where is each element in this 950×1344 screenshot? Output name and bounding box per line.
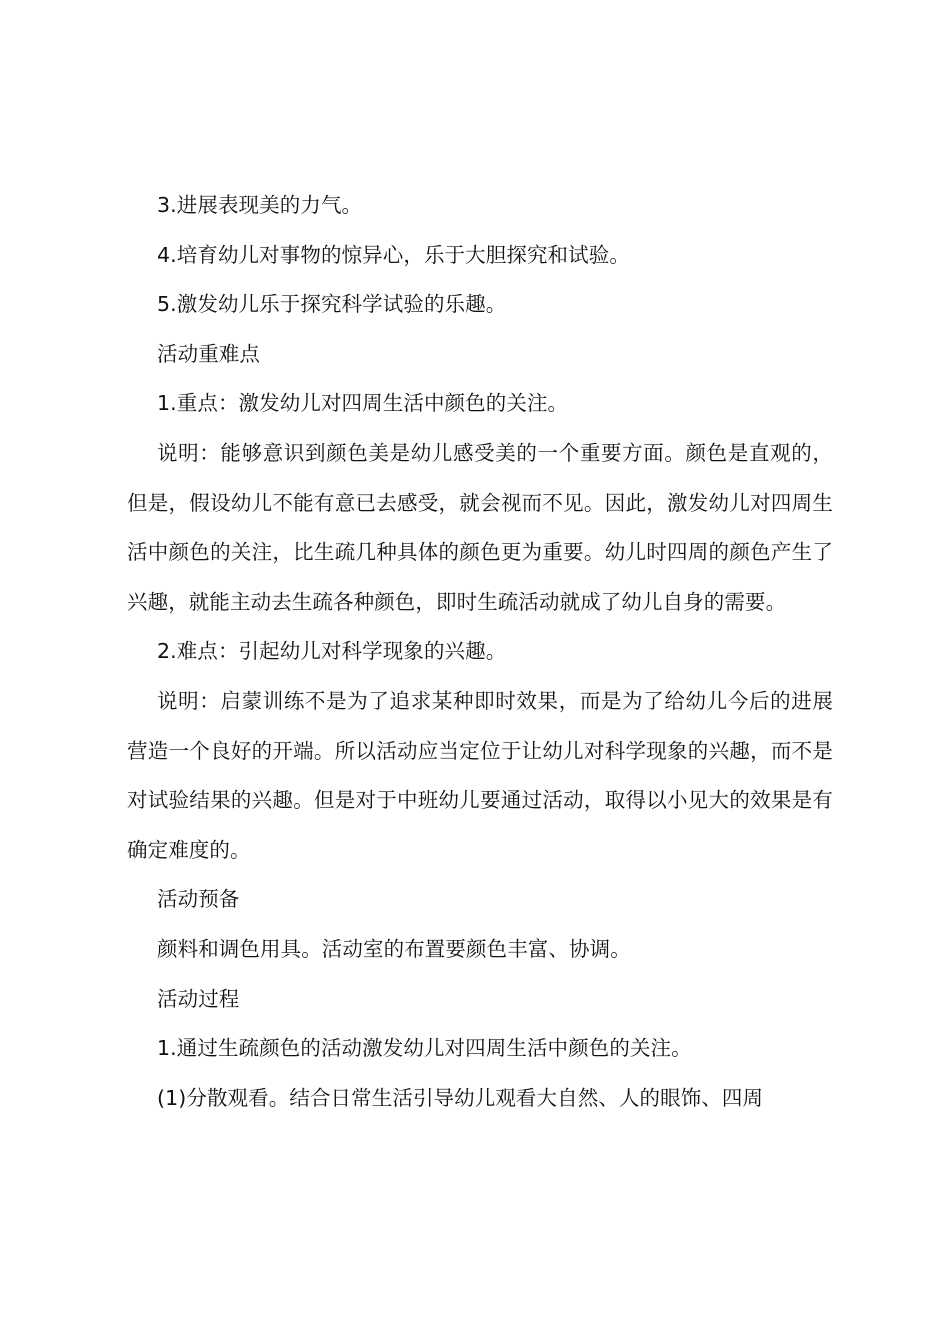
paragraph-process-step-1: 1.通过生疏颜色的活动激发幼儿对四周生活中颜色的关注。: [157, 1036, 692, 1061]
section-heading-key-difficulties: 活动重难点: [157, 341, 260, 366]
paragraph-materials: 颜料和调色用具。活动室的布置要颜色丰富、协调。: [157, 936, 631, 961]
paragraph-goal-4: 4.培育幼儿对事物的惊异心，乐于大胆探究和试验。: [157, 242, 630, 267]
paragraph-goal-5: 5.激发幼儿乐于探究科学试验的乐趣。: [157, 292, 507, 317]
section-heading-preparation: 活动预备: [157, 887, 240, 912]
document-body: [127, 181, 833, 1123]
paragraph-difficulty-explanation: 说明：启蒙训练不是为了追求某种即时效果，而是为了给幼儿今后的进展营造一个良好的开端。所以活动应当定位于让幼儿对科学现象的兴趣，而不是对试验结果的兴趣。但是对于中班幼儿要通过活动，取得以小见大的效果是有确定难度的。: [127, 688, 833, 862]
paragraph-goal-3: 3.进展表现美的力气。: [157, 193, 363, 217]
paragraph-key-point-explanation: 说明：能够意识到颜色美是幼儿感受美的一个重要方面。颜色是直观的，但是，假设幼儿不能有意已去感受，就会视而不见。因此，激发幼儿对四周生活中颜色的关注，比生疏几种具体的颜色更为重要。幼儿时四周的颜色产生了兴趣，就能主动去生疏各种颜色，即时生疏活动就成了幼儿自身的需要。: [127, 440, 833, 614]
paragraph-difficulty: 2.难点：引起幼儿对科学现象的兴趣。: [157, 639, 507, 664]
section-heading-process: 活动过程: [157, 986, 240, 1011]
paragraph-key-point: 1.重点：激发幼儿对四周生活中颜色的关注。: [157, 391, 569, 416]
paragraph-process-substep-1: (1)分散观看。结合日常生活引导幼儿观看大自然、人的眼饰、四周: [157, 1085, 764, 1110]
